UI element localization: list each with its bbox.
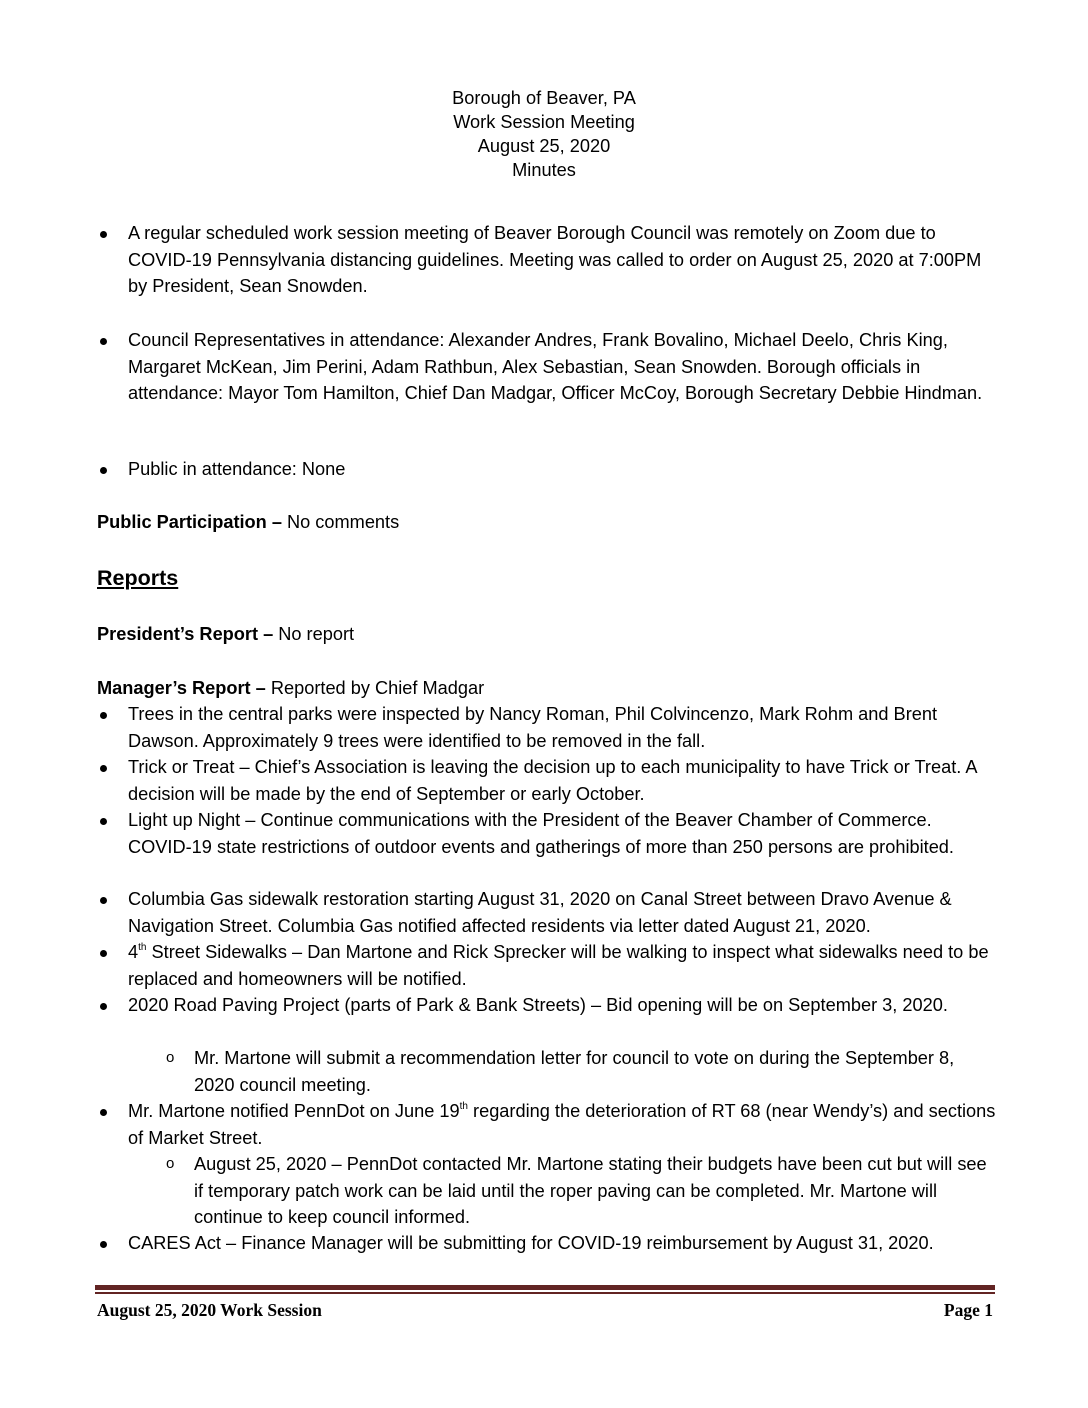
bullet-icon [100, 1241, 107, 1248]
bullet-icon [100, 467, 107, 474]
sub-bullet-icon: o [166, 1049, 175, 1066]
bullet-icon [100, 818, 107, 825]
title-date: August 25, 2020 [477, 136, 611, 156]
bullet-icon [100, 950, 107, 957]
title-meeting: Work Session Meeting [453, 112, 635, 132]
bullet-icon [100, 338, 107, 345]
list-item: Trick or Treat – Chief’s Association is leaving the decision up to each municipality to have Trick or Treat. A decision will be made by the end of September or early October. [97, 754, 997, 807]
public-participation: Public Participation – No comments [97, 512, 400, 532]
list-item: CARES Act – Finance Manager will be submitting for COVID-19 reimbursement by August 31, 2020. [97, 1230, 997, 1257]
list-item: Council Representatives in attendance: Alexander Andres, Frank Bovalino, Michael Deelo, Chris King, Margaret McKean, Jim Perini, Adam Rathbun, Alex Sebastian, Sean Snowden. Borough officials in attendance: Mayor Tom Hamilton, Chief Dan Madgar, Officer McCoy, Borough Secretary Debbie Hindman. [97, 327, 997, 407]
footer-divider-thin [95, 1292, 995, 1294]
document-title [0, 86, 1088, 182]
sub-list-item: o August 25, 2020 – PennDot contacted Mr. Martone stating their budgets have been cut but will see if temporary patch work can be laid until the roper paving can be completed. Mr. Martone will continue to keep council informed. [163, 1151, 998, 1231]
title-minutes: Minutes [512, 160, 576, 180]
bullet-icon [100, 712, 107, 719]
presidents-report: President’s Report – No report [97, 624, 355, 644]
list-item: Public in attendance: None [97, 456, 997, 483]
managers-report-heading: Manager’s Report – Reported by Chief Madgar [97, 678, 485, 698]
title-borough: Borough of Beaver, PA [452, 88, 636, 108]
bullet-icon [100, 231, 107, 238]
bullet-icon [100, 897, 107, 904]
list-item: Light up Night – Continue communications with the President of the Beaver Chamber of Commerce. COVID-19 state restrictions of outdoor events and gatherings of more than 250 persons are prohibited. [97, 807, 997, 860]
list-item: Mr. Martone notified PennDot on June 19th regarding the deterioration of RT 68 (near Wendy’s) and sections of Market Street. [97, 1098, 997, 1151]
section-heading-reports: Reports [97, 566, 179, 590]
sub-bullet-icon: o [166, 1155, 175, 1172]
list-item: Trees in the central parks were inspected by Nancy Roman, Phil Colvincenzo, Mark Rohm and Brent Dawson. Approximately 9 trees were identified to be removed in the fall. [97, 701, 997, 754]
bullet-icon [100, 1003, 107, 1010]
footer-divider [95, 1285, 995, 1290]
list-item: A regular scheduled work session meeting of Beaver Borough Council was remotely on Zoom due to COVID-19 Pennsylvania distancing guidelines. Meeting was called to order on August 25, 2020 at 7:00PM by President, Sean Snowden. [97, 220, 997, 300]
list-item: 4th Street Sidewalks – Dan Martone and Rick Sprecker will be walking to inspect what sidewalks need to be replaced and homeowners will be notified. [97, 939, 997, 992]
list-item: Columbia Gas sidewalk restoration starting August 31, 2020 on Canal Street between Dravo Avenue & Navigation Street. Columbia Gas notified affected residents via letter dated August 21, 2020. [97, 886, 997, 939]
bullet-icon [100, 765, 107, 772]
sub-list-item: o Mr. Martone will submit a recommendation letter for council to vote on during the September 8, 2020 council meeting. [163, 1045, 998, 1098]
list-item: 2020 Road Paving Project (parts of Park & Bank Streets) – Bid opening will be on September 3, 2020. [97, 992, 997, 1019]
footer-title: August 25, 2020 Work Session [97, 1300, 322, 1320]
page-number: Page 1 [943, 1300, 993, 1320]
bullet-icon [100, 1109, 107, 1116]
